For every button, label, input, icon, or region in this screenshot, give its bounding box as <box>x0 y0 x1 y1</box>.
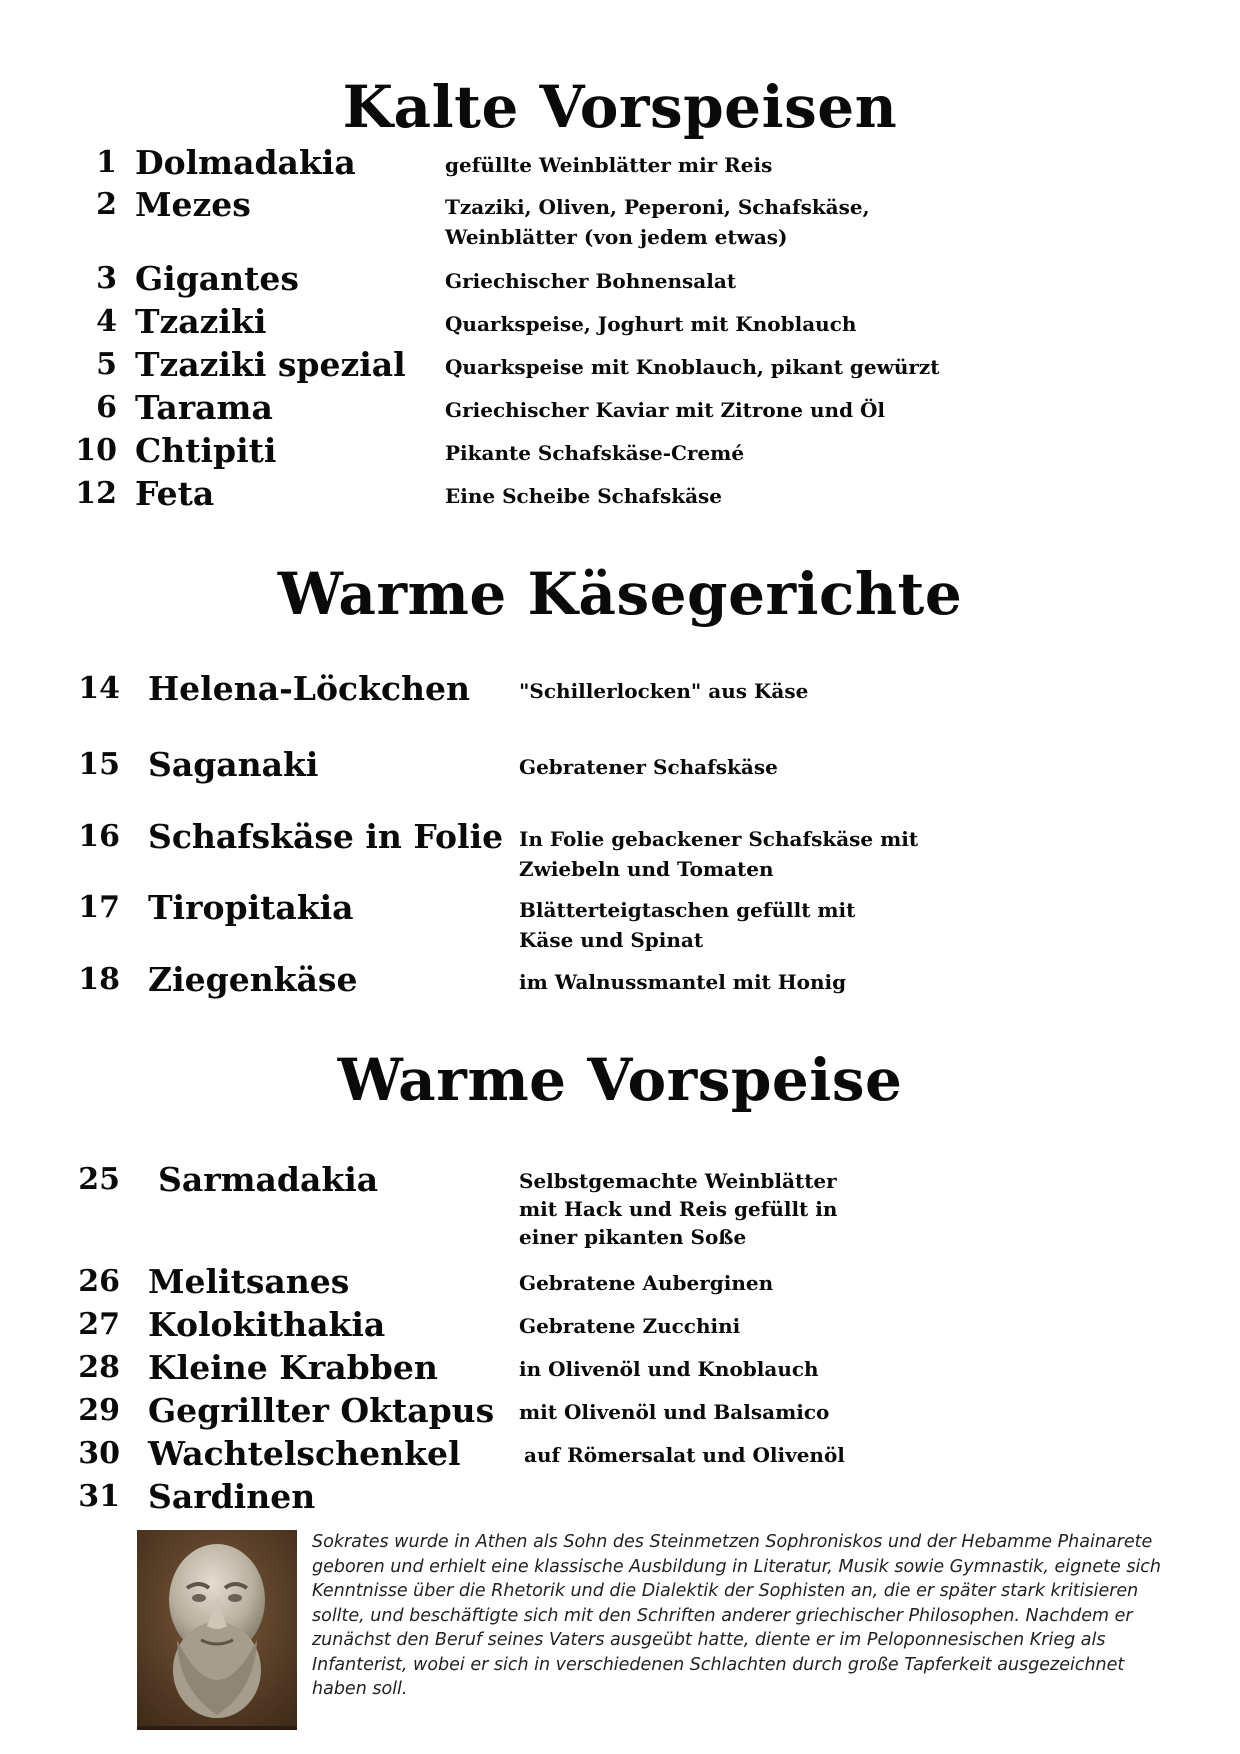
item-name: Dolmadakia <box>135 143 356 182</box>
item-name: Feta <box>135 474 215 513</box>
item-number: 15 <box>78 747 120 782</box>
item-name: Kleine Krabben <box>148 1348 438 1387</box>
item-description: im Walnussmantel mit Honig <box>519 970 847 994</box>
item-number: 16 <box>78 819 120 854</box>
item-description: Selbstgemachte Weinblätter mit Hack und Reis gefüllt in einer pikanten Soße <box>519 1169 838 1249</box>
item-number: 28 <box>78 1350 120 1385</box>
item-name: Sardinen <box>148 1477 316 1516</box>
item-description: Gebratene Auberginen <box>519 1271 774 1295</box>
item-name: Mezes <box>135 185 251 224</box>
item-name: Tzaziki <box>135 302 267 341</box>
item-name: Gigantes <box>135 259 299 298</box>
item-number: 3 <box>96 261 117 296</box>
item-name: Helena-Löckchen <box>148 669 471 708</box>
item-description: Griechischer Kaviar mit Zitrone und Öl <box>445 398 886 422</box>
item-number: 6 <box>96 390 117 425</box>
item-name: Sarmadakia <box>158 1160 379 1199</box>
socrates-portrait-image <box>137 1530 297 1730</box>
item-description: Quarkspeise mit Knoblauch, pikant gewürzt <box>445 355 940 379</box>
item-number: 26 <box>78 1264 120 1299</box>
item-number: 31 <box>78 1479 120 1514</box>
section-title-kalte-vorspeisen: Kalte Vorspeisen <box>342 73 898 141</box>
item-description: in Olivenöl und Knoblauch <box>519 1357 819 1381</box>
item-number: 27 <box>78 1307 120 1342</box>
item-number: 25 <box>78 1162 120 1197</box>
item-number: 1 <box>96 145 117 180</box>
item-number: 30 <box>78 1436 120 1471</box>
item-description: auf Römersalat und Olivenöl <box>524 1443 845 1467</box>
item-description: In Folie gebackener Schafskäse mit Zwiebeln und Tomaten <box>519 827 919 881</box>
item-description: Quarkspeise, Joghurt mit Knoblauch <box>445 312 857 336</box>
item-name: Wachtelschenkel <box>148 1434 461 1473</box>
item-number: 2 <box>96 187 117 222</box>
item-number: 4 <box>96 304 117 339</box>
item-number: 10 <box>75 433 117 468</box>
item-name: Ziegenkäse <box>148 960 358 999</box>
item-number: 14 <box>78 671 120 706</box>
item-description: Pikante Schafskäse-Cremé <box>445 441 745 465</box>
footer <box>137 1530 1177 1730</box>
item-name: Schafskäse in Folie <box>148 817 504 856</box>
socrates-biography: Sokrates wurde in Athen als Sohn des Steinmetzen Sophroniskos und der Hebamme Phainarete geboren und erhielt eine klassische Ausbildung in Literatur, Musik sowie Gymnastik, eignete sich Kenntnisse über die Rhetorik und die Dialektik der Sophisten an, die er später stark kritisieren sollte, und beschäftigte sich mit den Schriften anderer griechischer Philosophen. Nachdem er zunächst den Beruf seines Vaters ausgeübt hatte, diente er im Peloponnesischen Krieg als Infanterist, wobei er sich in verschiedenen Schlachten durch große Tapferkeit ausgezeichnet haben soll. <box>312 1532 1162 1699</box>
item-name: Melitsanes <box>148 1262 350 1301</box>
item-number: 17 <box>78 890 120 925</box>
section-title-warme-vorspeise: Warme Vorspeise <box>337 1046 903 1114</box>
item-description: Eine Scheibe Schafskäse <box>445 484 723 508</box>
item-number: 29 <box>78 1393 120 1428</box>
item-description: Tzaziki, Oliven, Peperoni, Schafskäse, Weinblätter (von jedem etwas) <box>445 195 870 249</box>
item-description: Gebratene Zucchini <box>519 1314 741 1338</box>
item-name: Tiropitakia <box>148 888 354 927</box>
item-name: Kolokithakia <box>148 1305 386 1344</box>
item-name: Chtipiti <box>135 431 277 470</box>
item-description: Gebratener Schafskäse <box>519 755 778 779</box>
item-number: 12 <box>75 476 117 511</box>
item-description: mit Olivenöl und Balsamico <box>519 1400 830 1424</box>
item-description: gefüllte Weinblätter mir Reis <box>445 153 773 177</box>
item-description: Blätterteigtaschen gefüllt mit Käse und Spinat <box>519 898 856 952</box>
item-name: Saganaki <box>148 745 319 784</box>
item-name: Tzaziki spezial <box>135 345 406 384</box>
section-title-warme-kaesegerichte: Warme Käsegerichte <box>277 560 963 628</box>
item-number: 18 <box>78 962 120 997</box>
item-description: "Schillerlocken" aus Käse <box>519 679 809 703</box>
item-description: Griechischer Bohnensalat <box>445 269 737 293</box>
item-number: 5 <box>96 347 117 382</box>
item-name: Tarama <box>135 388 273 427</box>
item-name: Gegrillter Oktapus <box>148 1391 495 1430</box>
